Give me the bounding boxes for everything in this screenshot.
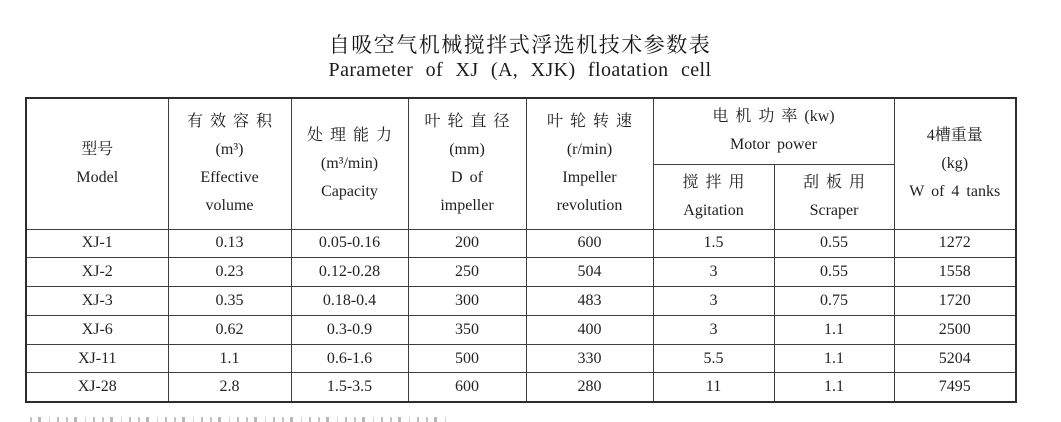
header-scraper: [774, 164, 894, 229]
header-line: 搅 拌 用: [682, 173, 745, 191]
cell-scraper: 1.1: [774, 344, 894, 373]
header-line: 叶 轮 直 径: [424, 112, 510, 130]
header-line: Motor power: [730, 136, 817, 154]
cell-weight: 1558: [894, 258, 1016, 287]
cell-model: XJ-2: [26, 258, 168, 287]
cell-agitation: 3: [653, 258, 774, 287]
cell-capacity: 0.05-0.16: [291, 229, 408, 258]
header-line: Model: [76, 168, 119, 186]
header-motor-power: [653, 98, 894, 164]
truncated-next-line: [30, 417, 450, 422]
cell-scraper: 0.75: [774, 287, 894, 316]
table-row: [26, 315, 1016, 344]
header-line: (m³): [215, 140, 244, 158]
header-impeller-revolution: [526, 98, 653, 229]
header-line: revolution: [556, 196, 623, 214]
cell-agitation: 3: [653, 287, 774, 316]
cell-effective-volume: 0.23: [168, 258, 291, 287]
document-title-english: Parameter of XJ (A, XJK) floatation cell: [328, 59, 712, 81]
table-body: [26, 229, 1016, 402]
header-line: (m³/min): [320, 154, 379, 172]
header-line: D of: [451, 168, 483, 186]
header-line: W of 4 tanks: [909, 182, 1001, 200]
header-row-top: [26, 98, 1016, 164]
table-row: [26, 229, 1016, 258]
table-row: [26, 344, 1016, 373]
header-impeller-diameter: [408, 98, 526, 229]
cell-capacity: 0.12-0.28: [291, 258, 408, 287]
cell-impeller-revolution: 600: [526, 229, 653, 258]
cell-capacity: 1.5-3.5: [291, 373, 408, 402]
cell-model: XJ-3: [26, 287, 168, 316]
cell-effective-volume: 2.8: [168, 373, 291, 402]
document-title-chinese: 自吸空气机械搅拌式浮选机技术参数表: [328, 33, 712, 57]
cell-impeller-revolution: 330: [526, 344, 653, 373]
header-line: volume: [205, 196, 254, 214]
cell-impeller-diameter: 500: [408, 344, 526, 373]
cell-weight: 2500: [894, 315, 1016, 344]
header-line: Agitation: [683, 201, 744, 219]
parameters-table: [25, 97, 1017, 403]
cell-agitation: 3: [653, 315, 774, 344]
cell-weight: 5204: [894, 344, 1016, 373]
header-line: 叶 轮 转 速: [546, 112, 632, 130]
cell-impeller-revolution: 400: [526, 315, 653, 344]
header-model: [26, 98, 168, 229]
header-line: (r/min): [566, 140, 613, 158]
table-row: [26, 373, 1016, 402]
table-row: [26, 258, 1016, 287]
header-line: (mm): [449, 140, 485, 158]
header-line: Impeller: [562, 168, 617, 186]
header-line: 有 效 容 积: [186, 112, 272, 130]
header-effective-volume: [168, 98, 291, 229]
cell-capacity: 0.6-1.6: [291, 344, 408, 373]
cell-impeller-diameter: 250: [408, 258, 526, 287]
cell-model: XJ-6: [26, 315, 168, 344]
header-weight-4-tanks: [894, 98, 1016, 229]
cell-impeller-revolution: 280: [526, 373, 653, 402]
cell-impeller-diameter: 300: [408, 287, 526, 316]
cell-scraper: 1.1: [774, 315, 894, 344]
header-line: 处 理 能 力: [306, 126, 392, 144]
cell-scraper: 0.55: [774, 229, 894, 258]
cell-impeller-diameter: 600: [408, 373, 526, 402]
header-agitation: [653, 164, 774, 229]
cell-impeller-diameter: 350: [408, 315, 526, 344]
header-line: (kg): [941, 154, 969, 172]
cell-effective-volume: 0.62: [168, 315, 291, 344]
header-line: 电 机 功 率 (kw): [712, 108, 835, 126]
cell-weight: 1720: [894, 287, 1016, 316]
cell-effective-volume: 0.13: [168, 229, 291, 258]
header-line: 刮 板 用: [802, 173, 865, 191]
header-line: Capacity: [321, 182, 378, 200]
cell-agitation: 1.5: [653, 229, 774, 258]
cell-effective-volume: 0.35: [168, 287, 291, 316]
header-capacity: [291, 98, 408, 229]
cell-model: XJ-28: [26, 373, 168, 402]
cell-weight: 7495: [894, 373, 1016, 402]
header-line: impeller: [440, 196, 494, 214]
cell-scraper: 1.1: [774, 373, 894, 402]
cell-agitation: 5.5: [653, 344, 774, 373]
cell-capacity: 0.18-0.4: [291, 287, 408, 316]
header-line: Scraper: [809, 201, 859, 219]
table-row: [26, 287, 1016, 316]
cell-scraper: 0.55: [774, 258, 894, 287]
cell-effective-volume: 1.1: [168, 344, 291, 373]
cell-model: XJ-1: [26, 229, 168, 258]
cell-agitation: 11: [653, 373, 774, 402]
header-line: 4槽重量: [926, 126, 983, 144]
cell-model: XJ-11: [26, 344, 168, 373]
cell-impeller-revolution: 483: [526, 287, 653, 316]
cell-impeller-revolution: 504: [526, 258, 653, 287]
header-line: Effective: [200, 168, 259, 186]
header-line: 型号: [81, 140, 114, 158]
cell-capacity: 0.3-0.9: [291, 315, 408, 344]
cell-impeller-diameter: 200: [408, 229, 526, 258]
table-header: [26, 98, 1016, 229]
cell-weight: 1272: [894, 229, 1016, 258]
